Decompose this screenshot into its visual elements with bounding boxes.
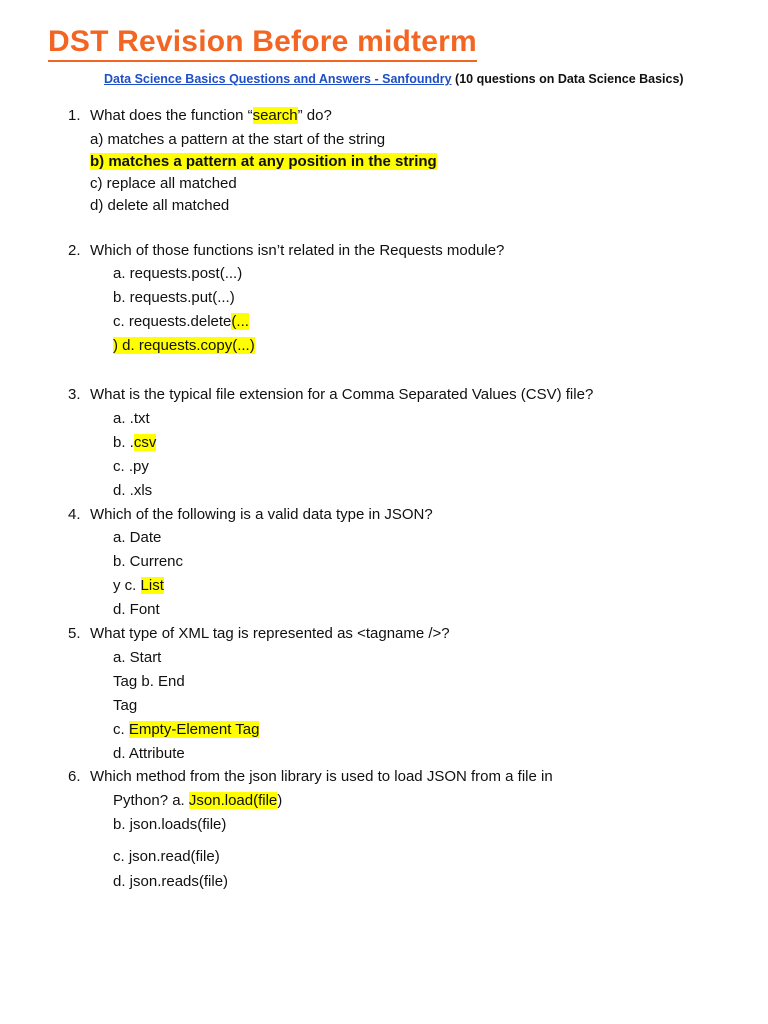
option-4d: d. Font xyxy=(113,601,160,618)
option-1d: d) delete all matched xyxy=(90,197,230,214)
question-number: 2. xyxy=(68,242,81,259)
answer-highlight: csv xyxy=(133,434,157,451)
question-text-pre: What does the function “ xyxy=(90,107,253,124)
option-text: y c. xyxy=(113,577,141,594)
answer-highlight: ) d. requests.copy(...) xyxy=(113,337,255,354)
option-5a: a. Start xyxy=(113,649,162,666)
option-1c: c) replace all matched xyxy=(90,175,237,192)
source-link[interactable]: Data Science Basics Questions and Answers - Sanfoundry xyxy=(104,72,452,86)
option-5d: d. Attribute xyxy=(113,745,185,762)
option-3d: d. .xls xyxy=(113,482,153,499)
option-2c xyxy=(113,312,249,332)
question-6-cont xyxy=(113,791,282,811)
answer-highlight: Json.load(file xyxy=(188,792,278,809)
question-2 xyxy=(68,241,504,261)
option-1b xyxy=(90,152,437,172)
question-3 xyxy=(68,385,593,405)
option-5c xyxy=(113,720,259,740)
option-text: b. . xyxy=(113,434,134,451)
question-text: Which method from the json library is used to load JSON from a file in xyxy=(90,768,553,785)
subtitle xyxy=(104,72,684,86)
option-2b: b. requests.put(...) xyxy=(113,289,235,306)
question-number: 1. xyxy=(68,107,81,124)
question-number: 4. xyxy=(68,506,81,523)
highlight: (... xyxy=(231,313,249,330)
answer-highlight: b) matches a pattern at any position in the string xyxy=(90,153,437,170)
option-4a: a. Date xyxy=(113,529,162,546)
question-6 xyxy=(68,767,553,787)
option-4b: b. Currenc xyxy=(113,553,184,570)
option-3c: c. .py xyxy=(113,458,149,475)
question-5 xyxy=(68,624,450,644)
question-number: 3. xyxy=(68,386,81,403)
option-6c: c. json.read(file) xyxy=(113,848,220,865)
question-text-post: ” do? xyxy=(297,107,332,124)
question-text-cont: Python? a. xyxy=(113,792,189,809)
option-text: c. xyxy=(113,721,129,738)
question-4 xyxy=(68,505,433,525)
option-6b: b. json.loads(file) xyxy=(113,816,227,833)
option-3a: a. .txt xyxy=(113,410,150,427)
highlight: search xyxy=(252,107,298,124)
question-text-end: ) xyxy=(277,792,283,809)
question-text: What type of XML tag is represented as <tagname />? xyxy=(90,625,450,642)
option-2a: a. requests.post(...) xyxy=(113,265,243,282)
question-number: 6. xyxy=(68,768,81,785)
option-5b-cont: Tag xyxy=(113,697,138,714)
question-1 xyxy=(68,106,332,126)
page-title: DST Revision Before midterm xyxy=(48,24,477,62)
question-number: 5. xyxy=(68,625,81,642)
option-2d xyxy=(113,336,255,356)
option-text: c. requests.delete xyxy=(113,313,232,330)
option-1a: a) matches a pattern at the start of the string xyxy=(90,131,386,148)
answer-highlight: Empty-Element Tag xyxy=(128,721,260,738)
option-3b xyxy=(113,433,156,453)
option-6d: d. json.reads(file) xyxy=(113,873,229,890)
option-5b: Tag b. End xyxy=(113,673,185,690)
question-text: Which of those functions isn’t related in the Requests module? xyxy=(90,242,505,259)
option-4c xyxy=(113,576,164,596)
answer-highlight: List xyxy=(140,577,164,594)
question-text: Which of the following is a valid data type in JSON? xyxy=(90,506,433,523)
question-text: What is the typical file extension for a Comma Separated Values (CSV) file? xyxy=(90,386,594,403)
subtitle-note: (10 questions on Data Science Basics) xyxy=(451,72,684,86)
